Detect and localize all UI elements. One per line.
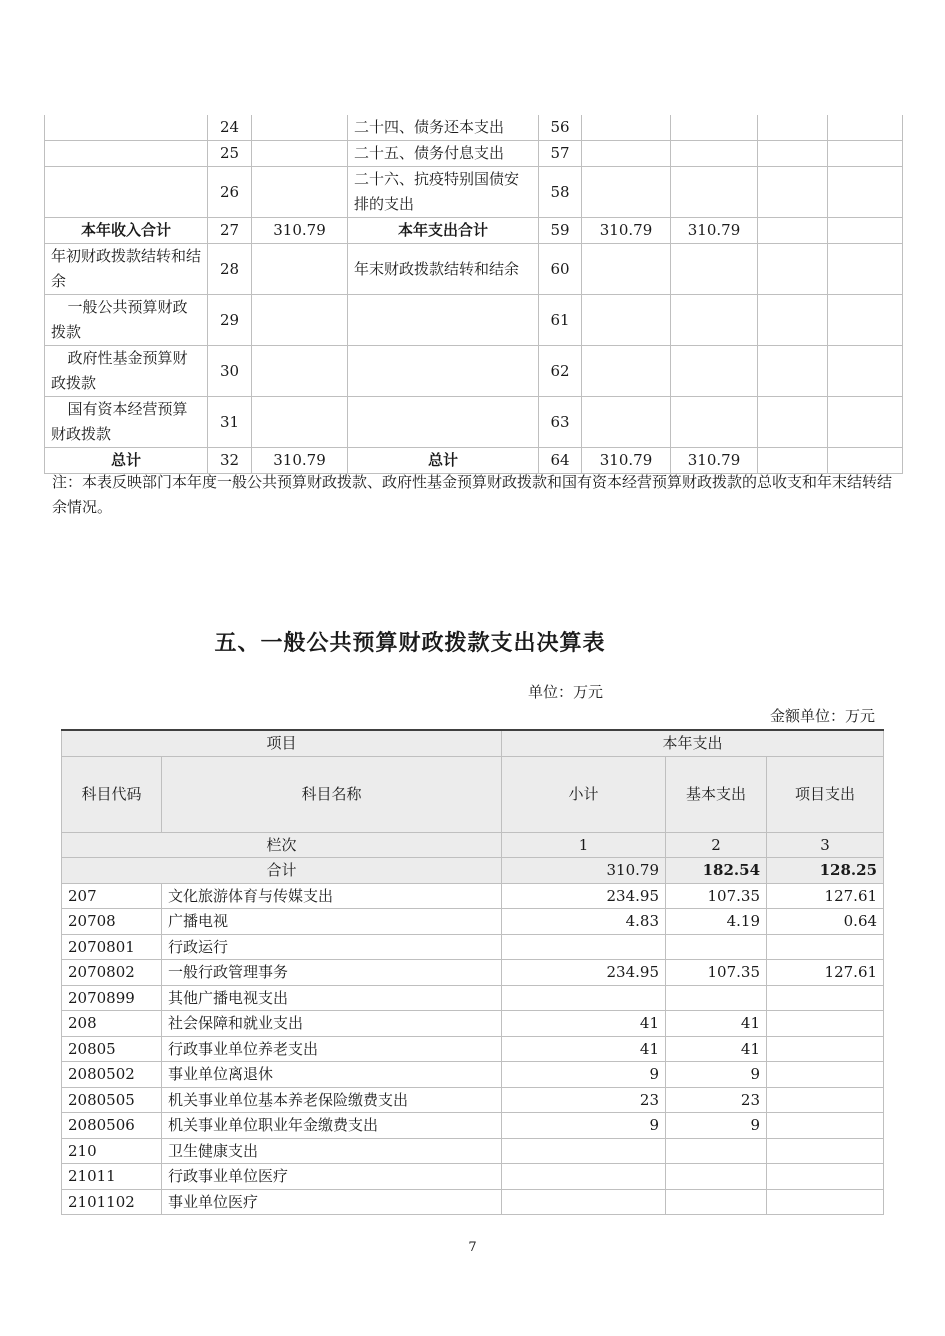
income-amount bbox=[252, 295, 348, 346]
expense-amount-fund bbox=[758, 295, 828, 346]
table-row bbox=[45, 141, 903, 167]
income-amount bbox=[252, 244, 348, 295]
subject-name: 机关事业单位基本养老保险缴费支出 bbox=[162, 1087, 502, 1113]
subtotal-amount: 4.83 bbox=[502, 909, 666, 935]
project-expense-amount: 127.61 bbox=[767, 960, 884, 986]
table-row bbox=[62, 1011, 884, 1037]
col-subject-code: 科目代码 bbox=[62, 756, 162, 832]
expense-item-label: 总计 bbox=[348, 448, 539, 474]
income-line-number: 28 bbox=[208, 244, 252, 295]
expense-item-label: 二十五、债务付息支出 bbox=[348, 141, 539, 167]
subject-name: 行政事业单位养老支出 bbox=[162, 1036, 502, 1062]
project-expense-amount bbox=[767, 1164, 884, 1190]
table-row bbox=[62, 1087, 884, 1113]
basic-expense-amount bbox=[666, 1138, 767, 1164]
subtotal-amount: 41 bbox=[502, 1036, 666, 1062]
expense-amount-total bbox=[582, 397, 671, 448]
expense-amount-fund bbox=[758, 218, 828, 244]
subject-name: 卫生健康支出 bbox=[162, 1138, 502, 1164]
total-basic: 182.54 bbox=[666, 858, 767, 884]
project-expense-amount bbox=[767, 1113, 884, 1139]
total-row bbox=[62, 858, 884, 884]
income-item-label bbox=[45, 141, 208, 167]
subject-name: 事业单位离退休 bbox=[162, 1062, 502, 1088]
expense-amount-fund bbox=[758, 167, 828, 218]
income-item-label: 年初财政拨款结转和结余 bbox=[45, 244, 208, 295]
table-row bbox=[62, 934, 884, 960]
table-row bbox=[45, 218, 903, 244]
income-amount: 310.79 bbox=[252, 448, 348, 474]
basic-expense-amount bbox=[666, 1164, 767, 1190]
expense-amount-general bbox=[671, 167, 758, 218]
income-item-label: 一般公共预算财政拨款 bbox=[45, 295, 208, 346]
income-item-label bbox=[45, 115, 208, 141]
subtotal-amount: 9 bbox=[502, 1113, 666, 1139]
table-row bbox=[62, 883, 884, 909]
expense-amount-capital bbox=[828, 115, 903, 141]
project-expense-amount bbox=[767, 1011, 884, 1037]
income-line-number: 29 bbox=[208, 295, 252, 346]
expense-line-number: 59 bbox=[539, 218, 582, 244]
income-line-number: 27 bbox=[208, 218, 252, 244]
subject-code: 20805 bbox=[62, 1036, 162, 1062]
subtotal-amount bbox=[502, 1189, 666, 1215]
expense-amount-general bbox=[671, 244, 758, 295]
income-amount bbox=[252, 167, 348, 218]
column-index-1: 1 bbox=[502, 832, 666, 858]
project-expense-amount: 0.64 bbox=[767, 909, 884, 935]
table-row bbox=[45, 115, 903, 141]
expense-item-label: 年末财政拨款结转和结余 bbox=[348, 244, 539, 295]
col-project-expense: 项目支出 bbox=[767, 756, 884, 832]
expense-amount-fund bbox=[758, 115, 828, 141]
expense-amount-fund bbox=[758, 346, 828, 397]
subject-name: 文化旅游体育与传媒支出 bbox=[162, 883, 502, 909]
project-expense-amount bbox=[767, 1087, 884, 1113]
expense-amount-capital bbox=[828, 346, 903, 397]
expense-amount-capital bbox=[828, 218, 903, 244]
basic-expense-amount: 107.35 bbox=[666, 960, 767, 986]
expense-item-label bbox=[348, 346, 539, 397]
subtotal-amount: 41 bbox=[502, 1011, 666, 1037]
subtotal-amount bbox=[502, 1164, 666, 1190]
column-index-2: 2 bbox=[666, 832, 767, 858]
column-index-row bbox=[62, 832, 884, 858]
subject-name: 机关事业单位职业年金缴费支出 bbox=[162, 1113, 502, 1139]
subtotal-amount bbox=[502, 985, 666, 1011]
table-row bbox=[45, 397, 903, 448]
expense-amount-total bbox=[582, 115, 671, 141]
total-subtotal: 310.79 bbox=[502, 858, 666, 884]
income-line-number: 24 bbox=[208, 115, 252, 141]
project-expense-amount bbox=[767, 985, 884, 1011]
basic-expense-amount: 41 bbox=[666, 1036, 767, 1062]
header-item: 项目 bbox=[62, 730, 502, 756]
income-line-number: 30 bbox=[208, 346, 252, 397]
income-line-number: 31 bbox=[208, 397, 252, 448]
expense-amount-capital bbox=[828, 141, 903, 167]
expense-item-label: 二十四、债务还本支出 bbox=[348, 115, 539, 141]
subject-name: 一般行政管理事务 bbox=[162, 960, 502, 986]
expense-amount-fund bbox=[758, 141, 828, 167]
table-row bbox=[45, 295, 903, 346]
expense-amount-general bbox=[671, 346, 758, 397]
subtotal-amount: 234.95 bbox=[502, 883, 666, 909]
expense-amount-general bbox=[671, 397, 758, 448]
income-line-number: 32 bbox=[208, 448, 252, 474]
expense-line-number: 57 bbox=[539, 141, 582, 167]
total-label: 合计 bbox=[62, 858, 502, 884]
subject-code: 210 bbox=[62, 1138, 162, 1164]
page-number: 7 bbox=[468, 1240, 477, 1255]
expense-item-label: 二十六、抗疫特别国债安排的支出 bbox=[348, 167, 539, 218]
subject-code: 2080505 bbox=[62, 1087, 162, 1113]
basic-expense-amount: 4.19 bbox=[666, 909, 767, 935]
income-line-number: 25 bbox=[208, 141, 252, 167]
column-index-label: 栏次 bbox=[62, 832, 502, 858]
subject-code: 2070899 bbox=[62, 985, 162, 1011]
unit-label: 单位：万元 bbox=[528, 683, 604, 701]
subject-code: 2070802 bbox=[62, 960, 162, 986]
subject-code: 208 bbox=[62, 1011, 162, 1037]
income-item-label bbox=[45, 167, 208, 218]
project-expense-amount bbox=[767, 1189, 884, 1215]
subject-code: 2101102 bbox=[62, 1189, 162, 1215]
expense-line-number: 63 bbox=[539, 397, 582, 448]
subject-name: 社会保障和就业支出 bbox=[162, 1011, 502, 1037]
column-index-3: 3 bbox=[767, 832, 884, 858]
basic-expense-amount: 9 bbox=[666, 1062, 767, 1088]
amount-unit-label: 金额单位：万元 bbox=[769, 707, 875, 725]
expense-amount-total bbox=[582, 346, 671, 397]
subject-name: 其他广播电视支出 bbox=[162, 985, 502, 1011]
table-row bbox=[62, 960, 884, 986]
header-row-group bbox=[62, 730, 884, 756]
table-row bbox=[62, 909, 884, 935]
table-row bbox=[62, 1189, 884, 1215]
expense-item-label: 本年支出合计 bbox=[348, 218, 539, 244]
subtotal-amount: 234.95 bbox=[502, 960, 666, 986]
expense-amount-total: 310.79 bbox=[582, 448, 671, 474]
section-title: 五、一般公共预算财政拨款支出决算表 bbox=[214, 631, 606, 656]
income-amount bbox=[252, 346, 348, 397]
expense-line-number: 61 bbox=[539, 295, 582, 346]
table-row bbox=[45, 167, 903, 218]
header-row-columns bbox=[62, 756, 884, 832]
subject-code: 207 bbox=[62, 883, 162, 909]
project-expense-amount bbox=[767, 1138, 884, 1164]
col-basic-expense: 基本支出 bbox=[666, 756, 767, 832]
expense-line-number: 58 bbox=[539, 167, 582, 218]
project-expense-amount: 127.61 bbox=[767, 883, 884, 909]
income-item-label: 总计 bbox=[45, 448, 208, 474]
subject-name: 行政运行 bbox=[162, 934, 502, 960]
col-subtotal: 小计 bbox=[502, 756, 666, 832]
subtotal-amount bbox=[502, 934, 666, 960]
subtotal-amount bbox=[502, 1138, 666, 1164]
subtotal-amount: 23 bbox=[502, 1087, 666, 1113]
subject-code: 20708 bbox=[62, 909, 162, 935]
expense-amount-general bbox=[671, 141, 758, 167]
expense-item-label bbox=[348, 295, 539, 346]
basic-expense-amount bbox=[666, 1189, 767, 1215]
general-budget-expense-table bbox=[61, 729, 884, 1215]
basic-expense-amount bbox=[666, 985, 767, 1011]
table-row bbox=[62, 1138, 884, 1164]
subject-code: 2080502 bbox=[62, 1062, 162, 1088]
basic-expense-amount: 41 bbox=[666, 1011, 767, 1037]
expense-amount-capital bbox=[828, 397, 903, 448]
expense-amount-general bbox=[671, 295, 758, 346]
basic-expense-amount: 9 bbox=[666, 1113, 767, 1139]
expense-amount-general: 310.79 bbox=[671, 448, 758, 474]
expense-amount-general: 310.79 bbox=[671, 218, 758, 244]
income-item-label: 国有资本经营预算财政拨款 bbox=[45, 397, 208, 448]
income-amount bbox=[252, 115, 348, 141]
income-expense-summary-table bbox=[44, 115, 903, 474]
income-line-number: 26 bbox=[208, 167, 252, 218]
total-project: 128.25 bbox=[767, 858, 884, 884]
table-row bbox=[62, 1062, 884, 1088]
project-expense-amount bbox=[767, 1062, 884, 1088]
income-item-label: 本年收入合计 bbox=[45, 218, 208, 244]
project-expense-amount bbox=[767, 1036, 884, 1062]
basic-expense-amount: 23 bbox=[666, 1087, 767, 1113]
expense-amount-total: 310.79 bbox=[582, 218, 671, 244]
expense-line-number: 64 bbox=[539, 448, 582, 474]
subject-name: 事业单位医疗 bbox=[162, 1189, 502, 1215]
expense-amount-fund bbox=[758, 397, 828, 448]
expense-amount-total bbox=[582, 167, 671, 218]
col-subject-name: 科目名称 bbox=[162, 756, 502, 832]
expense-amount-capital bbox=[828, 295, 903, 346]
subject-code: 2080506 bbox=[62, 1113, 162, 1139]
income-amount bbox=[252, 141, 348, 167]
table-row bbox=[45, 346, 903, 397]
expense-line-number: 56 bbox=[539, 115, 582, 141]
table-row bbox=[62, 1164, 884, 1190]
expense-item-label bbox=[348, 397, 539, 448]
expense-amount-total bbox=[582, 244, 671, 295]
header-current-year-expense: 本年支出 bbox=[502, 730, 884, 756]
project-expense-amount bbox=[767, 934, 884, 960]
expense-line-number: 62 bbox=[539, 346, 582, 397]
table-row bbox=[62, 1036, 884, 1062]
subtotal-amount: 9 bbox=[502, 1062, 666, 1088]
income-item-label: 政府性基金预算财政拨款 bbox=[45, 346, 208, 397]
expense-amount-total bbox=[582, 295, 671, 346]
subject-name: 行政事业单位医疗 bbox=[162, 1164, 502, 1190]
expense-amount-total bbox=[582, 141, 671, 167]
expense-amount-fund bbox=[758, 244, 828, 295]
table-row bbox=[62, 1113, 884, 1139]
income-amount: 310.79 bbox=[252, 218, 348, 244]
expense-amount-general bbox=[671, 115, 758, 141]
income-amount bbox=[252, 397, 348, 448]
table-row bbox=[62, 985, 884, 1011]
subject-name: 广播电视 bbox=[162, 909, 502, 935]
subject-code: 21011 bbox=[62, 1164, 162, 1190]
expense-amount-capital bbox=[828, 167, 903, 218]
basic-expense-amount: 107.35 bbox=[666, 883, 767, 909]
basic-expense-amount bbox=[666, 934, 767, 960]
table-note: 注：本表反映部门本年度一般公共预算财政拨款、政府性基金预算财政拨款和国有资本经营预算财政拨款的总收支和年末结转结余情况。 bbox=[52, 473, 893, 516]
table-row bbox=[45, 244, 903, 295]
subject-code: 2070801 bbox=[62, 934, 162, 960]
expense-line-number: 60 bbox=[539, 244, 582, 295]
expense-amount-capital bbox=[828, 244, 903, 295]
